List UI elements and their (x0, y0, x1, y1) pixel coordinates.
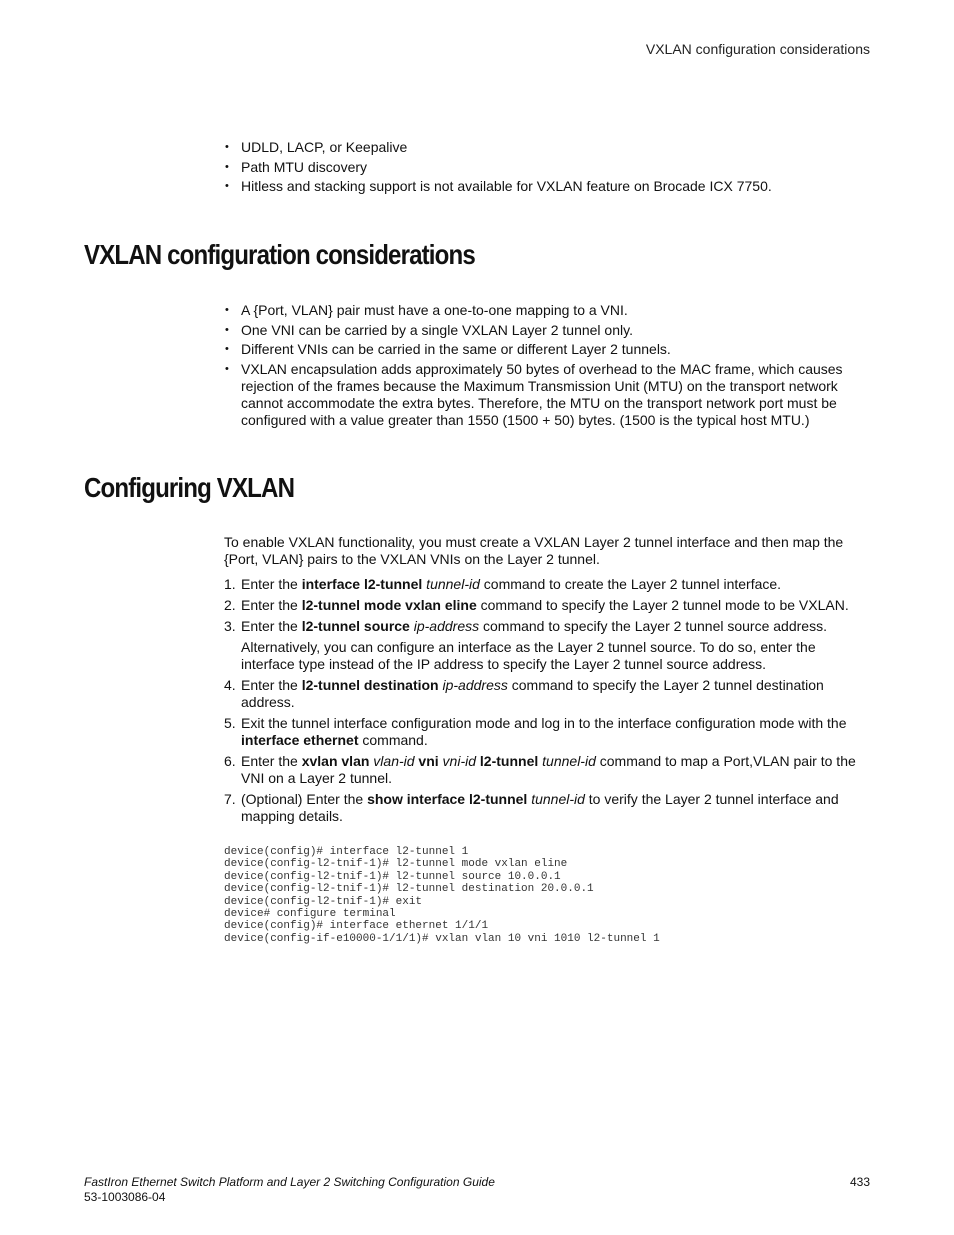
step-item: 7. (Optional) Enter the show interface l2-tunnel tunnel-id to verify the Layer 2 tunnel interface and mapping details. (224, 791, 839, 824)
intro-bullet-list (224, 139, 864, 198)
section-heading-considerations: VXLAN configuration considerations (84, 239, 475, 270)
code-line: device(config-if-e10000-1/1/1)# vxlan vlan 10 vni 1010 l2-tunnel 1 (224, 932, 660, 945)
list-item: • Path MTU discovery (224, 159, 864, 176)
code-line: device(config)# interface ethernet 1/1/1 (224, 920, 489, 933)
code-line: device(config-l2-tnif-1)# exit (224, 895, 423, 908)
section-heading-configuring: Configuring VXLAN (84, 472, 295, 503)
code-line: device(config-l2-tnif-1)# l2-tunnel destination 20.0.0.1 (224, 883, 594, 896)
step-item: 4. Enter the l2-tunnel destination ip-address command to specify the Layer 2 tunnel destination address. (224, 677, 824, 710)
step-item: 6. Enter the xvlan vlan vlan-id vni vni-id l2-tunnel tunnel-id command to map a Port,VLAN pair to the VNI on a Layer 2 tunnel. (224, 753, 856, 786)
step-note: Alternatively, you can configure an interface as the Layer 2 tunnel source. To do so, enter the interface type instead of the IP address to specify the Layer 2 tunnel source address. (241, 639, 816, 672)
list-item: • VXLAN encapsulation adds approximately 50 bytes of overhead to the MAC frame, which causes rejection of the frames because the Maximum Transmission Unit (MTU) on the transport network cannot accommodate the extra bytes. Therefore, the MTU on the transport network port must be configured with a value greater than 1550 (1500 + 50) bytes. (1500 is the typical host MTU.) (224, 361, 864, 429)
list-item: • One VNI can be carried by a single VXLAN Layer 2 tunnel only. (224, 322, 864, 339)
page-number: 433 (849, 1175, 870, 1189)
procedure-steps (224, 576, 864, 825)
code-line: device# configure terminal (224, 908, 396, 921)
step-item: 2. Enter the l2-tunnel mode vxlan eline command to specify the Layer 2 tunnel mode to be VXLAN. (224, 597, 849, 613)
step-item: 5. Exit the tunnel interface configuration mode and log in to the interface configuration mode with the interface ethernet command. (224, 715, 847, 748)
intro-paragraph: To enable VXLAN functionality, you must create a VXLAN Layer 2 tunnel interface and then map the {Port, VLAN} pairs to the VXLAN VNIs on the Layer 2 tunnel. (224, 534, 844, 567)
step-item: 3. Enter the l2-tunnel source ip-address command to specify the Layer 2 tunnel source address. Alternatively, you can configure an interface as the Layer 2 tunnel source. To do so, enter the interface type instead of the IP address to specify the Layer 2 tunnel source address. (224, 618, 864, 673)
code-line: device(config-l2-tnif-1)# l2-tunnel source 10.0.0.1 (224, 870, 561, 883)
list-item: • A {Port, VLAN} pair must have a one-to-one mapping to a VNI. (224, 302, 864, 319)
code-line: device(config)# interface l2-tunnel 1 (224, 846, 469, 858)
list-item: • Hitless and stacking support is not available for VXLAN feature on Brocade ICX 7750. (224, 178, 864, 195)
configuring-body (224, 534, 864, 829)
considerations-bullet-list (224, 302, 864, 431)
running-header: VXLAN configuration considerations (645, 41, 870, 57)
list-item: • UDLD, LACP, or Keepalive (224, 139, 864, 156)
footer-title: FastIron Ethernet Switch Platform and Layer 2 Switching Configuration Guide (84, 1175, 495, 1189)
footer-doc-number: 53-1003086-04 (84, 1190, 166, 1204)
code-line: device(config-l2-tnif-1)# l2-tunnel mode vxlan eline (224, 858, 568, 871)
footer-document-info (84, 1175, 495, 1205)
cli-example-code-block (224, 846, 660, 945)
step-item: 1. Enter the interface l2-tunnel tunnel-id command to create the Layer 2 tunnel interface. (224, 576, 782, 592)
list-item: • Different VNIs can be carried in the same or different Layer 2 tunnels. (224, 341, 864, 358)
